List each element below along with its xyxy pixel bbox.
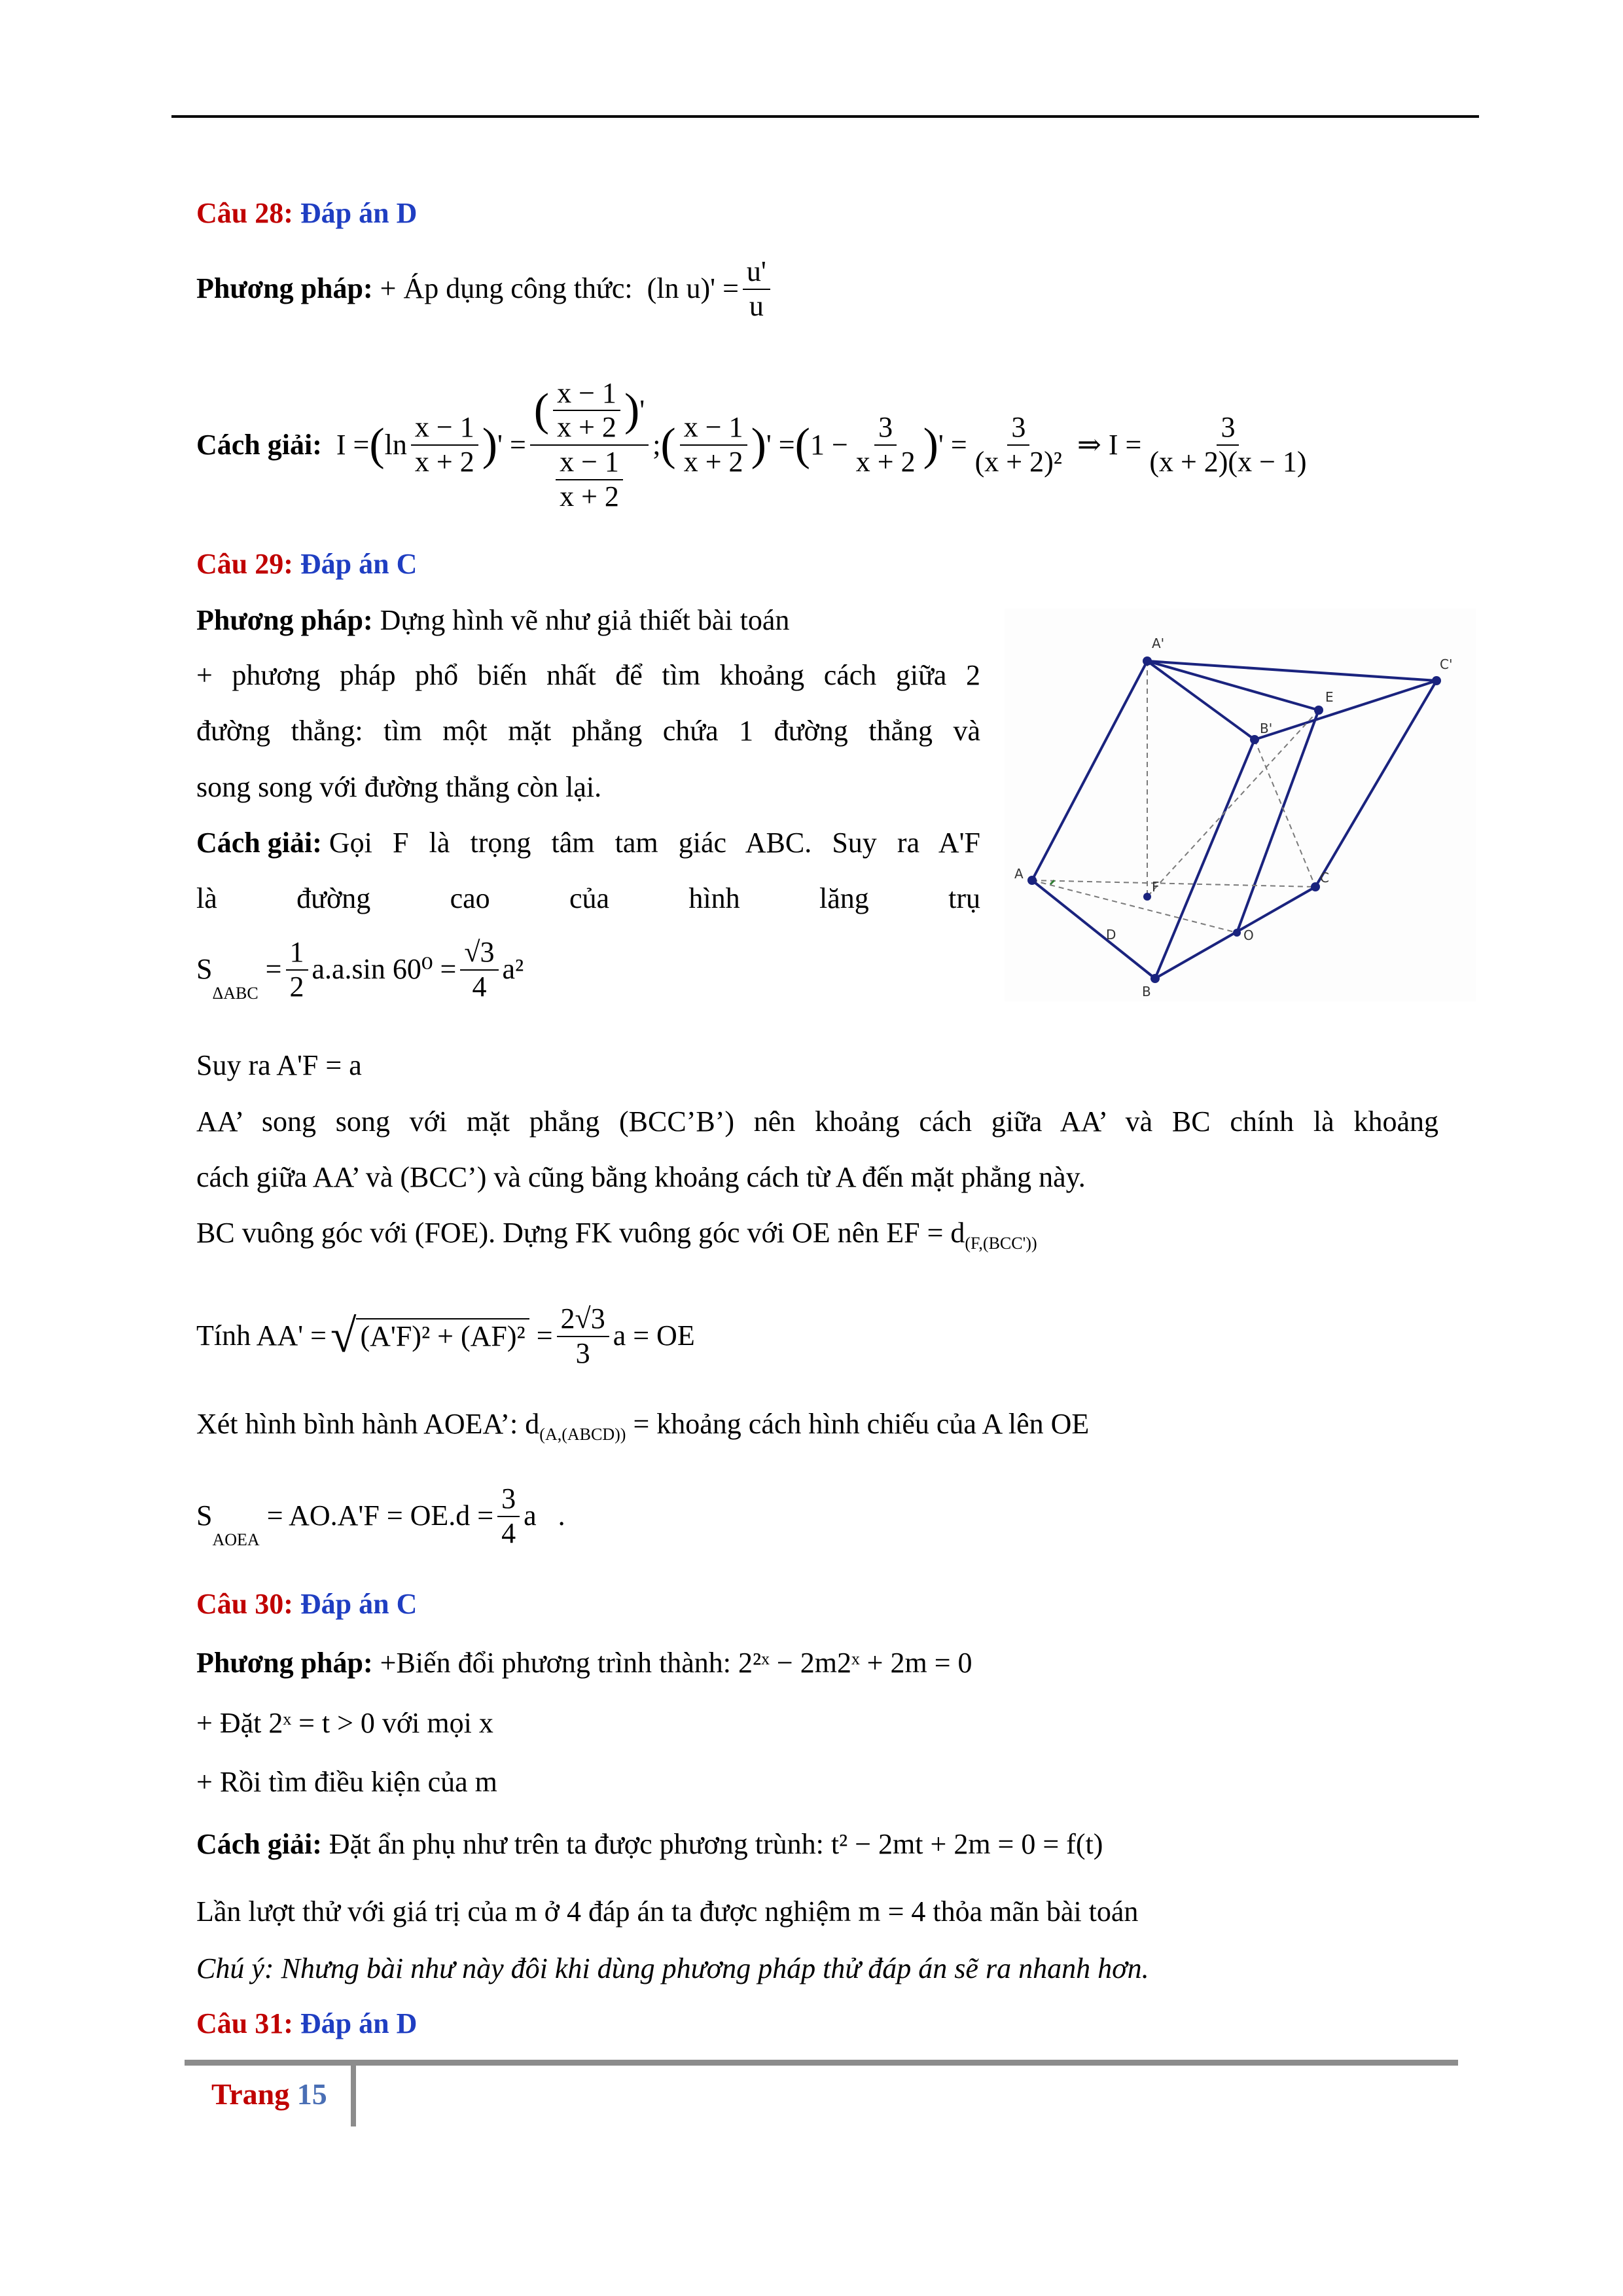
sqrt-icon: √ <box>330 1310 357 1363</box>
q28-heading <box>196 196 417 231</box>
area-sub: ΔABC <box>212 984 259 1003</box>
frac-num: 3 <box>497 1482 520 1517</box>
frac-num: x − 1 <box>553 377 620 412</box>
label-a1: A' <box>1152 636 1165 651</box>
q29-solution-line2: là đường cao của hình lăng trụ <box>196 882 980 914</box>
xet-sub: (A,(ABCD)) <box>539 1424 626 1444</box>
label-d: D <box>1106 927 1116 942</box>
point-c <box>1311 882 1320 891</box>
point-c1 <box>1432 676 1441 685</box>
inner-frac <box>556 446 623 513</box>
q28-one-minus: 1 − <box>810 428 848 461</box>
frac-num: 1 <box>286 936 308 971</box>
point-b <box>1150 974 1160 983</box>
frac-num: 3 <box>1217 411 1239 446</box>
xet-tail: = khoảng cách hình chiếu của A lên OE <box>633 1408 1090 1440</box>
q30-heading <box>196 1587 417 1622</box>
label-b: B <box>1142 984 1151 999</box>
footer-divider <box>351 2066 356 2126</box>
tinh-eq: = <box>536 1319 553 1352</box>
tinh-radicand: (A'F)² + (AF)² <box>356 1318 529 1354</box>
point-a <box>1027 876 1037 885</box>
footer-page-number: 15 <box>296 2077 327 2111</box>
paren-open: ( <box>533 385 550 436</box>
q28-ln: ln <box>384 428 407 461</box>
q29-answer: Đáp án C <box>300 548 418 580</box>
tinh-frac <box>557 1302 609 1370</box>
para3-text: BC vuông góc với (FOE). Dựng FK vuông góc với OE nên EF = d <box>196 1217 965 1249</box>
label-f: F <box>1152 879 1160 895</box>
label-e: E <box>1325 689 1334 705</box>
area-tail: a² <box>502 953 524 986</box>
s-sub: AOEA <box>212 1530 260 1549</box>
xet-text: Xét hình bình hành AOEA’: d <box>196 1408 540 1440</box>
q29-suyra: Suy ra A'F = a <box>196 1049 362 1081</box>
q28-solution: Cách giải: I = ( ln $\frac{x - 1}{x + 2}$ ) ' = ( $\frac{x - 1}{x + 2}$ ) ' $\frac{x - 1}{x + 2}$ ; ( $\frac{x - 1}{x + 2}$ ) ' = ( 1 − $\frac{3}{x + 2}$ ) ' = $\frac{3}{\text{(x + 2)²}}$ ⇒ I = $\frac{3}{(x + 2)(x - 1)}$ <box>196 353 1315 537</box>
point-o <box>1233 929 1241 937</box>
paren-close: ) <box>751 420 766 470</box>
frac-num: 3 <box>874 411 897 446</box>
header-rule <box>171 115 1479 118</box>
q29-para1-line3: song song với đường thẳng còn lại. <box>196 771 602 803</box>
area-mid: a.a.sin 60⁰ = <box>312 953 457 986</box>
point-f <box>1143 893 1151 901</box>
frac-den: 2 <box>289 970 304 1003</box>
frac-den: x + 2 <box>557 411 616 444</box>
area-eq: = <box>265 953 282 986</box>
label-c1: C' <box>1440 656 1453 672</box>
q29-para2-line2: cách giữa AA’ và (BCC’) và cũng bằng khoảng cách từ A đến mặt phẳng này. <box>196 1161 1086 1193</box>
q29-tinh <box>196 1302 695 1370</box>
paren-open: ( <box>369 420 385 470</box>
frac-den: 4 <box>501 1516 516 1549</box>
q28-method-label: Phương pháp: <box>196 272 373 305</box>
q28-frac-compound <box>530 377 649 513</box>
q29-para2-line1: AA’ song song với mặt phẳng (BCC’B’) nên khoảng cách giữa AA’ và BC chính là khoảng <box>196 1105 1438 1138</box>
q30-note: Chú ý: Nhưng bài như này đôi khi dùng phương pháp thử đáp án sẽ ra nhanh hơn. <box>196 1952 1149 1984</box>
frac-num: 3 <box>1007 411 1029 446</box>
q29-s-formula <box>196 1482 565 1550</box>
para3-sub: (F,(BCC')) <box>965 1233 1037 1253</box>
q28-frac4 <box>971 411 1066 478</box>
q28-answer: Đáp án D <box>300 197 418 229</box>
paren-open: ( <box>794 420 810 470</box>
q28-formula-lhs: (ln u)' = <box>647 272 739 305</box>
footer-rule <box>185 2060 1458 2066</box>
frac-num: x − 1 <box>556 446 623 480</box>
point-b1 <box>1250 735 1259 744</box>
frac-den: x + 2 <box>683 446 743 478</box>
frac-num: x − 1 <box>411 411 478 446</box>
q28-frac2 <box>680 411 747 478</box>
q30-label: Câu 30: <box>196 1588 293 1620</box>
area-s: S <box>196 953 213 986</box>
q30-sol-text: Đặt ẩn phụ như trên ta được phương trùnh: t² − 2mt + 2m = 0 = f(t) <box>329 1828 1103 1860</box>
area-half <box>286 936 308 1003</box>
s-s: S <box>196 1499 213 1532</box>
q29-method-text: Dựng hình vẽ như giả thiết bài toán <box>380 604 790 636</box>
q28-method-text: + Áp dụng công thức: <box>380 272 633 305</box>
area-root <box>460 936 498 1003</box>
q28-formula-den: u <box>749 289 764 322</box>
s-frac <box>497 1482 520 1550</box>
q28-method <box>196 255 774 323</box>
q31-heading <box>196 2007 417 2041</box>
q28-implies: ⇒ I = <box>1077 428 1142 461</box>
frac-den: x + 2 <box>560 480 619 512</box>
q28-formula-frac <box>743 255 770 323</box>
footer-label: Trang <box>211 2077 290 2111</box>
q30-solution <box>196 1827 1103 1862</box>
frac-den: 4 <box>472 970 487 1003</box>
q30-answer: Đáp án C <box>300 1588 418 1620</box>
q30-method-text: +Biến đổi phương trình thành: 2²ˣ − 2m2ˣ + 2m = 0 <box>380 1647 972 1679</box>
q30-method-label: Phương pháp: <box>196 1647 373 1679</box>
q30-step3: + Rồi tìm điều kiện của m <box>196 1766 497 1798</box>
point-a1 <box>1143 656 1152 666</box>
q29-xet <box>196 1407 1089 1444</box>
s-mid: = AO.A'F = OE.d = <box>266 1499 494 1532</box>
label-c: C <box>1320 870 1329 886</box>
q29-area-formula <box>196 936 524 1003</box>
tinh-text: Tính AA' = <box>196 1319 327 1352</box>
q30-method <box>196 1646 972 1681</box>
tinh-tail: a = OE <box>613 1319 695 1352</box>
frac-den: 3 <box>575 1336 590 1369</box>
q28-formula-num: u' <box>743 255 770 290</box>
q28-frac1 <box>411 411 478 478</box>
q28-frac3 <box>852 411 919 478</box>
s-tail: a . <box>524 1499 565 1532</box>
compound-num: ( $\frac{x - 1}{x + 2}$ ) ' <box>530 377 649 446</box>
q28-frac5 <box>1145 411 1310 478</box>
frac-num: √3 <box>460 936 498 971</box>
q29-method <box>196 603 789 638</box>
q31-answer: Đáp án D <box>300 2007 418 2039</box>
q30-step2: + Đặt 2ˣ = t > 0 với mọi x <box>196 1707 493 1739</box>
q29-para3 <box>196 1216 1037 1253</box>
q28-label: Câu 28: <box>196 197 293 229</box>
inner-frac <box>553 377 620 444</box>
q29-para1-line2: đường thẳng: tìm một mặt phẳng chứa 1 đường thẳng và <box>196 715 980 747</box>
q29-sol-text: Gọi F là trọng tâm tam giác ABC. Suy ra A'F <box>329 827 980 859</box>
paren-close: ) <box>482 420 498 470</box>
q29-solution-label: Cách giải: <box>196 827 322 859</box>
frac-den: x + 2 <box>855 446 916 478</box>
q29-para1-line1: + phương pháp phổ biến nhất để tìm khoảng cách giữa 2 <box>196 659 980 691</box>
q28-solution-label: Cách giải: <box>196 428 322 461</box>
paren-open: ( <box>660 420 676 470</box>
q28-I: I = <box>336 428 370 461</box>
compound-den <box>548 446 631 513</box>
point-e <box>1314 706 1323 715</box>
paren-close: ) <box>624 385 640 436</box>
frac-den: (x + 2)² <box>974 446 1062 478</box>
prism-figure <box>1005 609 1476 1001</box>
footer-page <box>211 2076 327 2112</box>
q29-solution-line1 <box>196 826 980 861</box>
label-o: O <box>1243 927 1254 943</box>
frac-den: x + 2 <box>414 446 474 478</box>
frac-num: x − 1 <box>680 411 747 446</box>
paren-close: ) <box>923 420 938 470</box>
q30-line2: Lần lượt thử với giá trị của m ở 4 đáp án ta được nghiệm m = 4 thỏa mãn bài toán <box>196 1895 1139 1928</box>
q31-label: Câu 31: <box>196 2007 293 2039</box>
q30-solution-label: Cách giải: <box>196 1828 322 1860</box>
q29-method-label: Phương pháp: <box>196 604 373 636</box>
frac-num: 2√3 <box>557 1302 609 1337</box>
q29-heading <box>196 547 417 582</box>
frac-den: (x + 2)(x − 1) <box>1149 446 1307 478</box>
label-a: A <box>1014 866 1024 882</box>
q29-label: Câu 29: <box>196 548 293 580</box>
label-b1: B' <box>1260 721 1273 736</box>
